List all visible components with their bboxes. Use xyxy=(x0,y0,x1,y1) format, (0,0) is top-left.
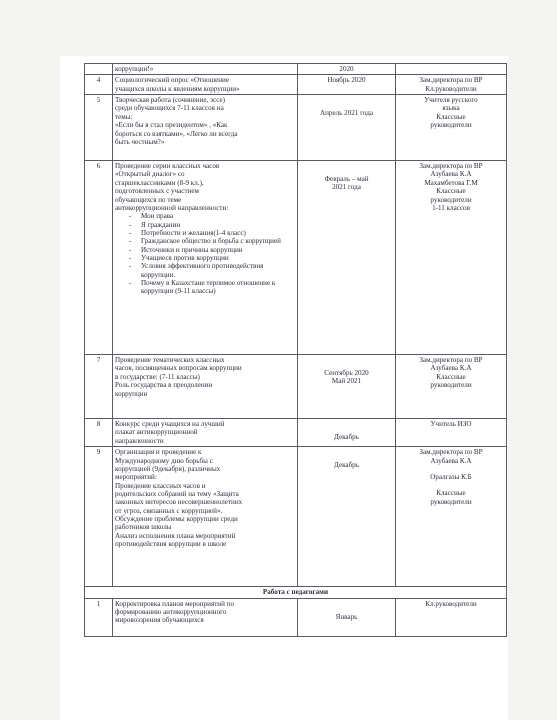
table-row xyxy=(85,95,507,161)
responsible-line: 1-11 классов xyxy=(432,203,470,212)
event-description-line: Обсуждение проблемы коррупции среди xyxy=(115,515,238,524)
responsible-line: Зам.директора по ВР xyxy=(419,162,483,171)
event-date-line: Ноябрь 2020 xyxy=(327,76,366,85)
event-description xyxy=(113,95,298,161)
event-date xyxy=(298,598,396,636)
plan-table xyxy=(84,63,507,637)
responsible-line xyxy=(398,65,504,73)
event-date xyxy=(298,95,396,161)
table-row xyxy=(85,598,507,636)
row-number: 1 xyxy=(85,598,113,636)
responsible-line: Классные xyxy=(436,372,466,381)
event-description-line: Роль государства в преодолении xyxy=(115,381,213,390)
event-date xyxy=(298,419,396,447)
event-date xyxy=(298,64,396,75)
responsible-line: Классные xyxy=(436,187,466,196)
responsible xyxy=(396,447,507,587)
list-item: - Источники и причины коррупции xyxy=(129,246,295,254)
event-description-line: быть честным?» xyxy=(115,137,165,146)
event-description-line: антикоррупционной направленности: xyxy=(115,203,229,212)
event-description-line: работников школы xyxy=(115,523,172,532)
responsible-line xyxy=(398,481,504,489)
event-description-line: Социологический опрос «Отношение xyxy=(115,76,229,85)
responsible-line: Азубаева К.А xyxy=(430,364,472,373)
responsible-line: руководители xyxy=(430,381,472,390)
event-description-line: законных интересов несовершеннолетних xyxy=(115,498,243,507)
event-description-line: часов, посвященных вопросам коррупции xyxy=(115,364,242,373)
event-description-line: Творческая работа (сочинение, эссе) xyxy=(115,96,226,105)
responsible-line: Учитель ИЗО xyxy=(430,420,472,429)
event-description-line: плакат антикоррупционной xyxy=(115,428,198,437)
event-date-line: Декабрь xyxy=(334,461,359,470)
responsible-line xyxy=(398,465,504,473)
event-description xyxy=(113,419,298,447)
event-date xyxy=(298,161,396,355)
event-description-line: направленности xyxy=(115,436,164,445)
table-row xyxy=(85,64,507,75)
plan-table-body xyxy=(85,64,507,637)
event-description xyxy=(113,64,298,75)
event-description-line: бороться со взятками», «Легко ли всегда xyxy=(115,129,238,138)
responsible-line: языка xyxy=(442,104,460,113)
event-description-line: родительских собраний на тему «Защита xyxy=(115,489,239,498)
responsible-line: Азубаева К.А xyxy=(430,456,472,465)
responsible-line: руководители xyxy=(430,195,472,204)
list-item: - Условия эффективного противодействия коррупции. xyxy=(129,262,295,279)
event-date-line: Январь xyxy=(335,612,358,621)
event-description-line: среди обучающихся 7-11 классов на xyxy=(115,104,224,113)
table-row xyxy=(85,161,507,355)
responsible-line: Классные xyxy=(436,112,466,121)
event-date xyxy=(298,75,396,95)
event-description-line: темы: xyxy=(115,112,133,121)
responsible xyxy=(396,75,507,95)
event-description-line: формированию антикоррупционного xyxy=(115,607,227,616)
event-description-line: Муждународному дню борьбы с xyxy=(115,456,213,465)
row-number: 7 xyxy=(85,355,113,419)
responsible xyxy=(396,161,507,355)
event-description-line: подготовленных с участием xyxy=(115,187,199,196)
event-date-line: Февраль – май xyxy=(324,175,369,184)
event-description-line: Корректировка планов мероприятий по xyxy=(115,599,235,608)
responsible-line: Зам.директора по ВР xyxy=(419,448,483,457)
row-number: 9 xyxy=(85,447,113,587)
responsible-line: Азубаева К.А xyxy=(430,170,472,179)
event-description xyxy=(113,598,298,636)
table-row xyxy=(85,75,507,95)
event-description-line: учащихся школы к явлениям коррупции» xyxy=(115,84,240,93)
responsible xyxy=(396,64,507,75)
responsible-line: Зам.директора по ВР xyxy=(419,76,483,85)
section-row xyxy=(85,587,507,598)
table-row xyxy=(85,447,507,587)
topic-list xyxy=(115,212,295,296)
event-date-line: Декабрь xyxy=(334,433,359,442)
event-description-line: «Если бы я стал президентом» , «Как xyxy=(115,121,228,130)
responsible-line: Классные xyxy=(436,489,466,498)
responsible-line: Кл.руководители xyxy=(425,84,477,93)
event-date xyxy=(298,447,396,587)
event-date-line: 2021 года xyxy=(332,183,361,192)
list-item: - Учащиеся против коррупции xyxy=(129,254,295,262)
event-description-line: обучающихся по теме xyxy=(115,195,182,204)
event-description xyxy=(113,75,298,95)
event-description xyxy=(113,355,298,419)
row-number: 4 xyxy=(85,75,113,95)
responsible xyxy=(396,598,507,636)
list-item: - Я гражданин xyxy=(129,221,295,229)
responsible-line: Оралгазы К.Б xyxy=(430,472,472,481)
row-number: 6 xyxy=(85,161,113,355)
responsible-line: руководители xyxy=(430,121,472,130)
event-description-line: Проведение тематических классных xyxy=(115,356,225,365)
event-description-line: мировоззрения обучающихся xyxy=(115,616,204,625)
responsible-line: руководители xyxy=(430,497,472,506)
responsible xyxy=(396,419,507,447)
row-number xyxy=(85,64,113,75)
responsible xyxy=(396,95,507,161)
event-description xyxy=(113,447,298,587)
list-item: - Гражданское общество и борьба с коррупцией xyxy=(129,237,295,245)
event-description-line: Организация и проведение к xyxy=(115,448,202,457)
list-item: - Мои права xyxy=(129,212,295,220)
event-date-line: Май 2021 xyxy=(331,377,362,386)
responsible-line: Зам.директора по ВР xyxy=(419,356,483,365)
event-description-line: в государстве: (7-11 классы) xyxy=(115,372,200,381)
event-date xyxy=(298,355,396,419)
section-title: Работа с педагогами xyxy=(85,587,507,598)
event-description-line: старшеклассниками (8-9 кл.), xyxy=(115,178,204,187)
event-description-line: Проведение классных часов и xyxy=(115,481,206,490)
event-description-line: Анализ исполнения плана мероприятий xyxy=(115,531,236,540)
event-description-line: от угроз, связанных с коррупцией». xyxy=(115,506,223,515)
event-date-line: 2020 xyxy=(339,65,354,73)
event-description-line: коррупцией (9декабря), различных xyxy=(115,464,221,473)
table-row xyxy=(85,355,507,419)
event-description-line: Проведение серии классных часов xyxy=(115,162,220,171)
event-description-line: противодействия коррупции в школе xyxy=(115,540,227,549)
row-number: 8 xyxy=(85,419,113,447)
event-description-line: коррупции xyxy=(115,389,148,398)
list-item: - Потребности и желания(1-4 класс) xyxy=(129,229,295,237)
row-number: 5 xyxy=(85,95,113,161)
responsible-line: Махамбетова Г.М xyxy=(424,178,478,187)
table-row xyxy=(85,419,507,447)
responsible-line: Учителя русского xyxy=(424,96,478,105)
event-description xyxy=(113,161,298,355)
list-item: - Почему в Казахстане терпимое отношение к коррупции (9-11 классы) xyxy=(129,279,295,296)
event-date-line: Сентябрь 2020 xyxy=(324,369,369,378)
event-date-line: Апрель 2021 года xyxy=(320,109,373,118)
event-description-line: «Открытый диалог» со xyxy=(115,170,185,179)
responsible xyxy=(396,355,507,419)
responsible-line: Кл.руководители xyxy=(425,599,477,608)
event-description-line: Конкурс среди учащихся на лучший xyxy=(115,420,225,429)
event-description-line: мероприятий: xyxy=(115,473,157,482)
event-description-line: коррупции!» xyxy=(115,65,154,73)
